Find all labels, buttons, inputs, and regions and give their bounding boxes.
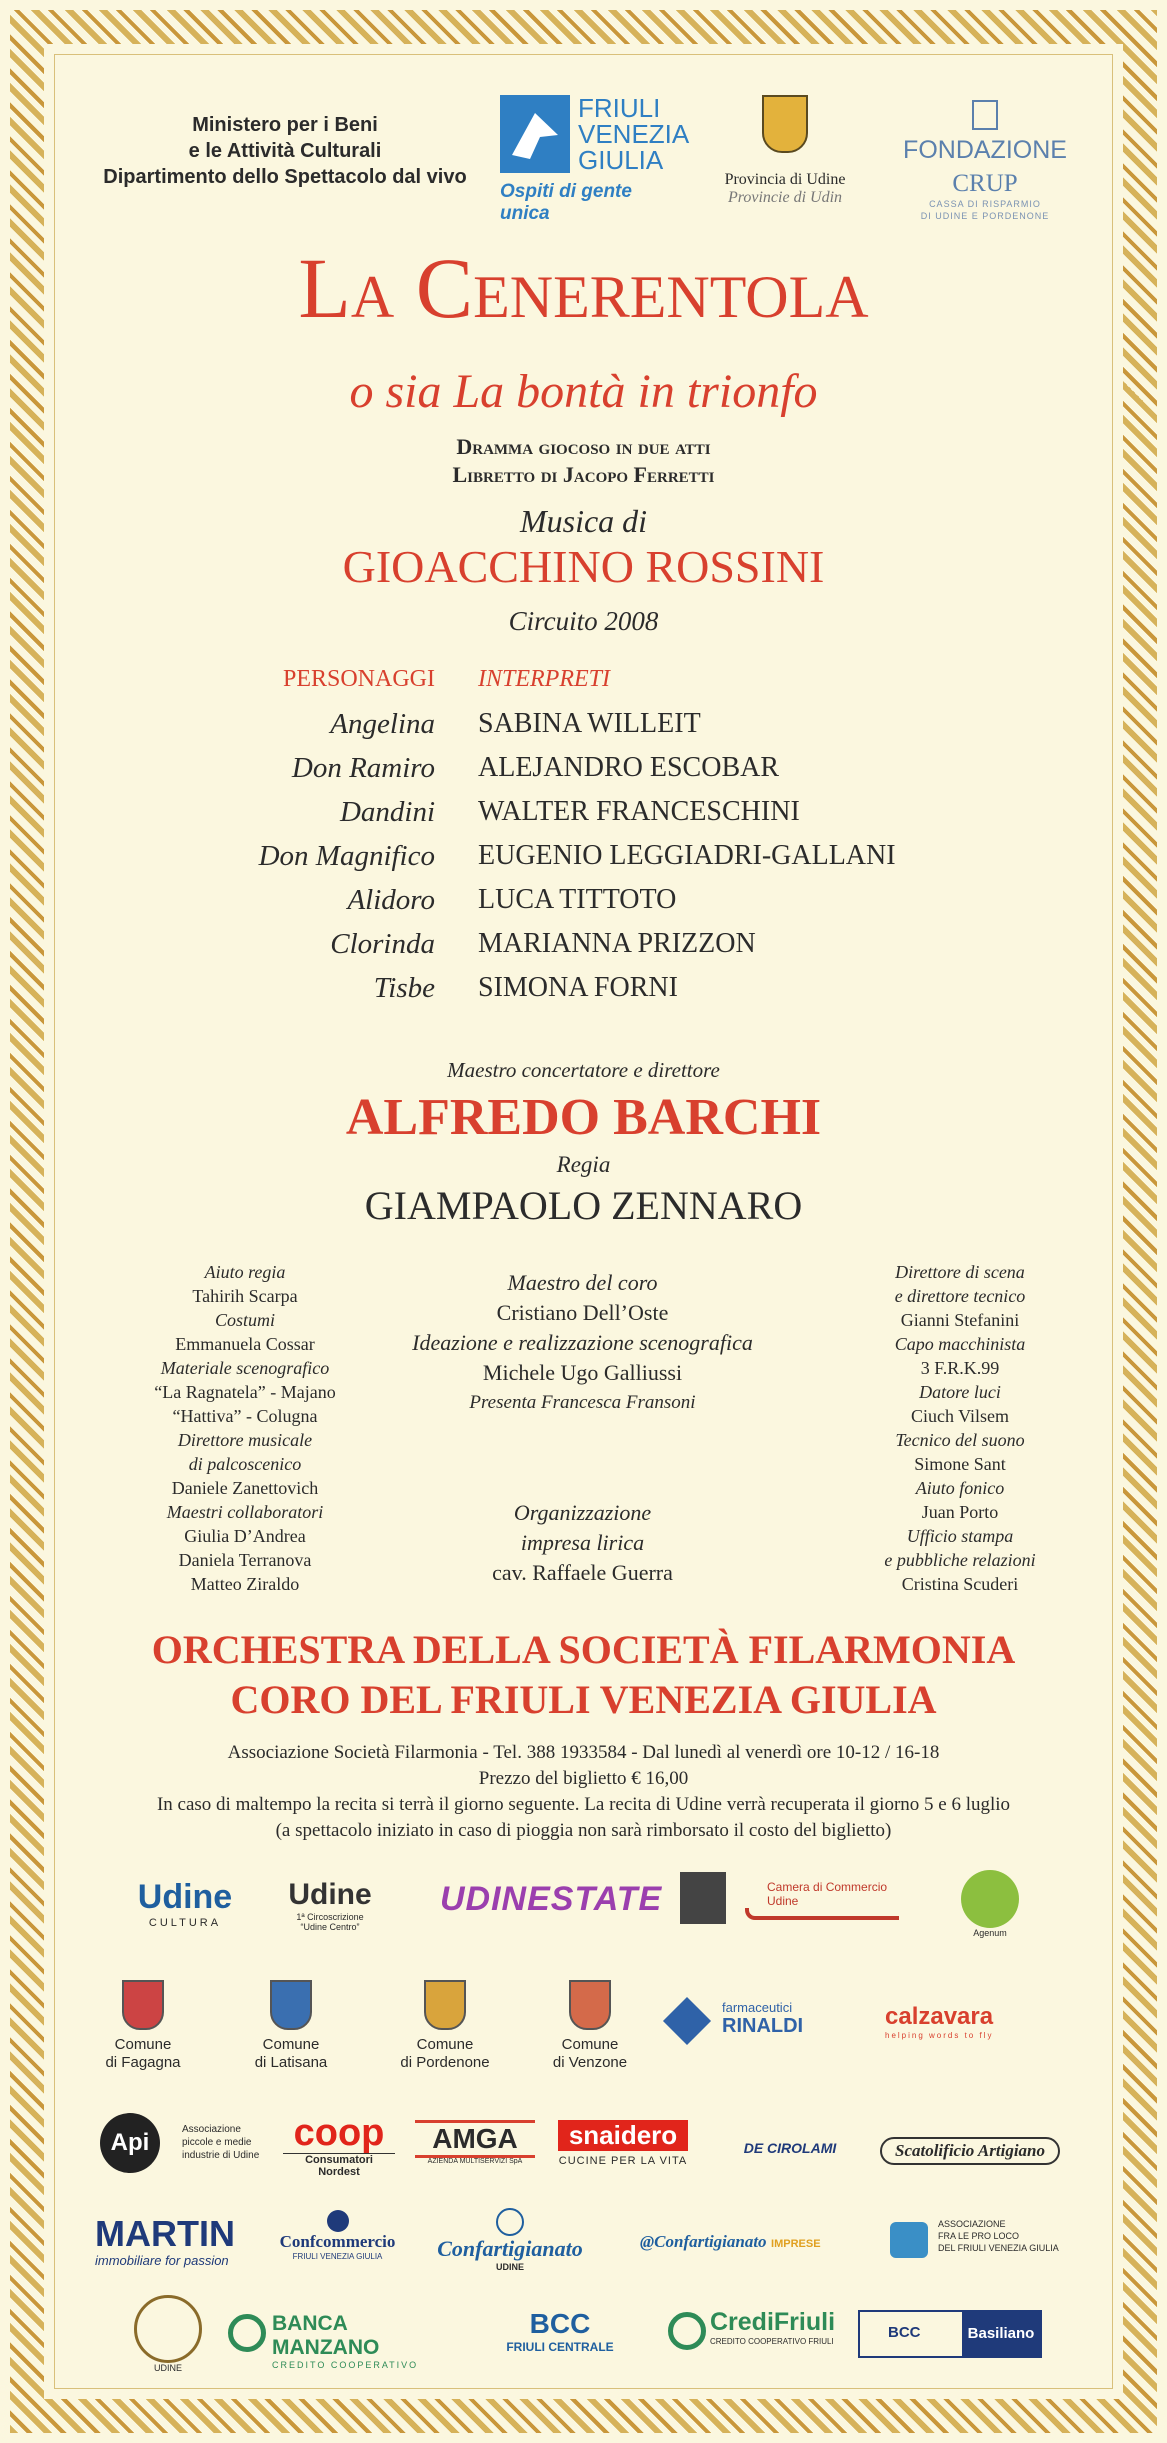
crew-name: Daniela Terranova (178, 1550, 312, 1570)
api-sub: piccole e medie (182, 2137, 252, 2148)
cast-actor: EUGENIO LEGGIADRI-GALLANI (478, 840, 896, 871)
crew-name: “Hattiva” - Colugna (172, 1406, 318, 1426)
amga-logo (415, 2120, 535, 2165)
martin-logo (95, 2215, 255, 2268)
cast-row (0, 840, 1167, 884)
decirolami-logo (730, 2140, 850, 2156)
amga-sub: AZIENDA MULTISERVIZI SpA (427, 2158, 523, 2165)
udinestate-logo (440, 1880, 663, 1919)
crew-name: 3 F.R.K.99 (920, 1358, 1000, 1378)
crew-name: Emmanuela Cossar (175, 1334, 315, 1354)
calzavara-sub: helping words to fly (885, 2031, 994, 2040)
shield-icon (270, 1980, 312, 2030)
proloco-text: DEL FRIULI VENEZIA GIULIA (938, 2243, 1059, 2253)
cast-actor: LUCA TITTOTO (478, 884, 677, 915)
cast-header-performers: INTERPRETI (478, 666, 610, 692)
educandato-logo (128, 2295, 208, 2373)
fondazione-sub-2: DI UDINE E PORDENONE (920, 211, 1050, 221)
bcc-bas-text: BCC (888, 2324, 921, 2341)
udine-cultura-sub: CULTURA (148, 1917, 222, 1929)
confcommercio-icon (327, 2210, 349, 2232)
provincia-logo (700, 95, 870, 207)
contact-info: Associazione Società Filarmonia - Tel. 388 1933584 - Dal lunedì al venerdì ore 10-12 / 16-18 (227, 1742, 940, 1763)
shield-icon (122, 1980, 164, 2030)
fvg-line-3: GIULIA (578, 145, 664, 175)
comune-venzone-logo (525, 1980, 655, 2072)
shield-icon (569, 1980, 611, 2030)
crew-role: Datore luci (919, 1382, 1001, 1402)
comune-label: Comune (262, 2036, 320, 2053)
cast-row (0, 708, 1167, 752)
rinaldi-text-1: farmaceutici (722, 2000, 793, 2015)
fvg-bird-icon (500, 95, 570, 173)
comune-name: di Venzone (552, 2054, 628, 2071)
cast-row (0, 752, 1167, 796)
circoscrizione-logo (270, 1878, 390, 1932)
cast-actor: SABINA WILLEIT (478, 708, 701, 739)
cast-role: Don Magnifico (258, 840, 435, 872)
director-label: Regia (556, 1152, 611, 1177)
ministero-line-3: Dipartimento dello Spettacolo dal vivo (103, 166, 467, 188)
crew-right-column (830, 1260, 1090, 1596)
crew-name: Daniele Zanettovich (171, 1478, 319, 1498)
orchestra-block (60, 1625, 1107, 1725)
bcc-ring-icon (668, 2312, 706, 2350)
crew-name: Michele Ugo Galliussi (482, 1360, 683, 1385)
bcc-fc-sub: FRIULI CENTRALE (506, 2340, 614, 2354)
shield-icon (424, 1980, 466, 2030)
confcommercio-logo (265, 2210, 410, 2261)
snaidero-text: snaidero (558, 2120, 688, 2151)
cast-role: Don Ramiro (291, 752, 435, 784)
comune-name: di Pordenone (400, 2054, 490, 2071)
camera-text-2: Udine (767, 1894, 799, 1908)
confartigianato-icon (496, 2208, 524, 2236)
comune-fagagna-logo (78, 1980, 208, 2072)
credifriuli-logo (668, 2308, 838, 2346)
bcc-friuli-centrale-logo (480, 2308, 640, 2354)
snaidero-logo (558, 2120, 688, 2167)
cast-role: Tisbe (373, 972, 435, 1004)
crew-name: “La Ragnatela” - Majano (154, 1382, 336, 1402)
crew-role: impresa lirica (520, 1530, 645, 1555)
crew-role: Costumi (214, 1310, 275, 1330)
educational-crest-icon (680, 1872, 726, 1924)
crew-name: Tahirih Scarpa (192, 1286, 298, 1306)
banca-manzano-logo (228, 2312, 458, 2370)
proloco-text: FRA LE PRO LOCO (938, 2231, 1020, 2241)
comune-label: Comune (561, 2036, 619, 2053)
opera-subtitle: o sia La bontà in trionfo (349, 365, 818, 418)
proloco-logo (890, 2218, 1070, 2254)
cast-role: Dandini (339, 796, 435, 828)
confartigianato-sub: UDINE (495, 2262, 524, 2272)
ministero-label (85, 112, 485, 190)
camera-text-1: Camera di Commercio (767, 1880, 888, 1894)
api-gear-icon: Api (100, 2113, 160, 2173)
api-logo (100, 2113, 270, 2162)
crew-role: Direttore musicale (177, 1430, 313, 1450)
crew-center-column (355, 1268, 810, 1418)
crew-role: Direttore di scena (895, 1262, 1025, 1282)
crew-name: Giulia D’Andrea (184, 1526, 306, 1546)
ticket-price: Prezzo del biglietto € 16,00 (478, 1768, 689, 1789)
bcc-ring-icon (228, 2314, 266, 2352)
rinaldi-text-2: RINALDI (722, 2015, 804, 2037)
bcc-basiliano-logo (858, 2310, 1042, 2358)
confartigianato-imprese-logo (640, 2232, 860, 2252)
manzano-sub: CREDITO COOPERATIVO (272, 2360, 419, 2370)
fondazione-label: FONDAZIONE (903, 136, 1067, 164)
scatolificio-logo (880, 2137, 1060, 2165)
manzano-text: BANCA MANZANO (272, 2312, 380, 2359)
crew-presenta: Presenta Francesca Fransoni (469, 1392, 696, 1413)
crew-name: Simone Sant (914, 1454, 1006, 1474)
crew-role: Maestri collaboratori (166, 1502, 324, 1522)
crew-name: Cristina Scuderi (901, 1574, 1019, 1594)
comune-latisana-logo (226, 1980, 356, 2072)
martin-sub: immobiliare for passion (95, 2253, 229, 2268)
snaidero-sub: CUCINE PER LA VITA (558, 2155, 688, 2167)
api-sub: Associazione (182, 2124, 241, 2135)
crew-left-column (110, 1260, 380, 1596)
comune-pordenone-logo (380, 1980, 510, 2072)
conductor-label: Maestro concertatore e direttore (447, 1058, 720, 1082)
crew-role: Ufficio stampa (906, 1526, 1014, 1546)
circoscrizione-sub-1: 1ª Circoscrizione (296, 1912, 364, 1922)
organizzazione-block (355, 1498, 810, 1588)
proloco-text: ASSOCIAZIONE (938, 2219, 1006, 2229)
coop-text: coop (293, 2112, 385, 2154)
crew-role: e direttore tecnico (894, 1286, 1026, 1306)
credifriuli-sub: CREDITO COOPERATIVO FRIULI (710, 2337, 834, 2346)
provincia-label: Provincia di Udine (724, 171, 846, 188)
crew-role: Aiuto regia (204, 1262, 286, 1282)
proloco-icon (890, 2222, 928, 2258)
udinestate-text: UDINESTATE (440, 1880, 663, 1918)
cast-row (0, 796, 1167, 840)
comune-name: di Fagagna (105, 2054, 181, 2071)
camera-commercio-logo (745, 1880, 915, 1920)
camera-swoosh-icon (745, 1908, 899, 1920)
educandato-seal-icon (134, 2295, 202, 2363)
coop-sub: Consumatori Nordest (283, 2153, 395, 2178)
decirolami-text: DE CIROLAMI (743, 2140, 837, 2156)
amga-text: AMGA (415, 2120, 535, 2158)
libretto-label: Libretto di Jacopo Ferretti (452, 462, 715, 487)
comune-label: Comune (114, 2036, 172, 2053)
weather-notice: In caso di maltempo la recita si terrà il giorno seguente. La recita di Udine verrà recuperata il giorno 5 e 6 luglio (156, 1794, 1011, 1815)
scatolificio-text: Scatolificio Artigiano (880, 2137, 1060, 2165)
crest-icon (762, 95, 808, 153)
confartigianato-logo (425, 2208, 595, 2272)
circuito-label: Circuito 2008 (508, 606, 659, 636)
comune-name: di Latisana (254, 2054, 328, 2071)
fondazione-icon (972, 100, 998, 130)
confcommercio-sub: FRIULI VENEZIA GIULIA (292, 2252, 383, 2261)
confcommercio-text: Confcommercio (279, 2232, 396, 2251)
director-name: GIAMPAOLO ZENNARO (364, 1183, 803, 1228)
opera-title: La Cenerentola (298, 240, 869, 336)
rinaldi-logo (670, 2000, 860, 2038)
fvg-logo (500, 93, 690, 224)
crew-role: e pubbliche relazioni (884, 1550, 1036, 1570)
coro-name: CORO DEL FRIULI VENEZIA GIULIA (230, 1677, 937, 1722)
crew-name: Ciuch Vilsem (910, 1406, 1010, 1426)
crew-name: cav. Raffaele Guerra (492, 1560, 673, 1585)
coop-logo (283, 2113, 395, 2178)
cast-actor: ALEJANDRO ESCOBAR (478, 752, 780, 783)
crew-role: Tecnico del suono (895, 1430, 1025, 1450)
dramma-label: Dramma giocoso in due atti (456, 434, 711, 459)
fvg-line-2: VENEZIA (578, 119, 690, 149)
cast-actor: WALTER FRANCESCHINI (478, 796, 800, 827)
orchestra-name: ORCHESTRA DELLA SOCIETÀ FILARMONIA (151, 1627, 1016, 1672)
circoscrizione-sub-2: “Udine Centro” (300, 1922, 360, 1932)
composer-name: GIOACCHINO ROSSINI (342, 541, 825, 592)
cast-actor: MARIANNA PRIZZON (478, 928, 756, 959)
fondazione-logo (880, 100, 1090, 222)
cast-row (0, 928, 1167, 972)
crew-role: Maestro del coro (507, 1270, 658, 1295)
agenum-circle-icon (961, 1870, 1019, 1928)
crew-role: Aiuto fonico (915, 1478, 1005, 1498)
crew-role: Ideazione e realizzazione scenografica (412, 1330, 753, 1355)
fondazione-sub-1: CASSA DI RISPARMIO (929, 199, 1041, 209)
crew-role: Organizzazione (513, 1500, 652, 1525)
agenum-text: Agenum (973, 1928, 1007, 1938)
ministero-line-2: e le Attività Culturali (188, 140, 382, 162)
cast-row (0, 972, 1167, 1016)
comune-label: Comune (416, 2036, 474, 2053)
cast-actor: SIMONA FORNI (478, 972, 678, 1003)
cast-role: Angelina (330, 708, 435, 740)
cast-header-roles: PERSONAGGI (282, 666, 435, 692)
calzavara-logo (885, 2003, 1070, 2040)
cast-row (0, 884, 1167, 928)
crew-name: Juan Porto (921, 1502, 999, 1522)
crew-name: Gianni Stefanini (900, 1310, 1020, 1330)
credifriuli-text: CrediFriuli (710, 2308, 836, 2336)
fondazione-crup: CRUP (952, 170, 1018, 197)
bcc-bas-name: Basiliano (962, 2312, 1040, 2356)
fvg-tagline: Ospiti di gente unica (500, 181, 632, 224)
confart-imprese-text: @Confartigianato (640, 2232, 767, 2251)
crew-role: Capo macchinista (894, 1334, 1026, 1354)
agenum-logo (955, 1870, 1025, 1938)
refund-notice: (a spettacolo iniziato in caso di pioggia non sarà rimborsato il costo del biglietto) (275, 1820, 892, 1841)
bcc-fc-text: BCC (529, 2308, 591, 2339)
confart-imprese-sub: IMPRESE (771, 2238, 821, 2250)
calzavara-text: calzavara (885, 2003, 994, 2030)
crew-name: Cristiano Dell’Oste (496, 1300, 669, 1325)
udine-cultura-logo (125, 1878, 245, 1929)
martin-text: MARTIN (95, 2213, 235, 2254)
cast-role: Clorinda (330, 928, 435, 960)
info-block (60, 1740, 1107, 1844)
cast-role: Alidoro (347, 884, 435, 916)
api-sub: industrie di Udine (182, 2150, 260, 2161)
circoscrizione-text: Udine (288, 1878, 372, 1911)
crew-name: Matteo Ziraldo (190, 1574, 300, 1594)
confartigianato-text: Confartigianato (437, 2236, 583, 2261)
crew-role: di palcoscenico (188, 1454, 302, 1474)
educandato-text: UDINE (153, 2363, 182, 2373)
fvg-line-1: FRIULI (578, 93, 661, 123)
ministero-line-1: Ministero per i Beni (192, 114, 378, 136)
musica-label: Musica di (519, 503, 648, 539)
udine-cultura-text: Udine (137, 1878, 233, 1916)
crew-role: Materiale scenografico (160, 1358, 330, 1378)
conductor-name: ALFREDO BARCHI (345, 1089, 822, 1146)
provincia-label-friulian: Provincie di Udin (727, 189, 843, 206)
